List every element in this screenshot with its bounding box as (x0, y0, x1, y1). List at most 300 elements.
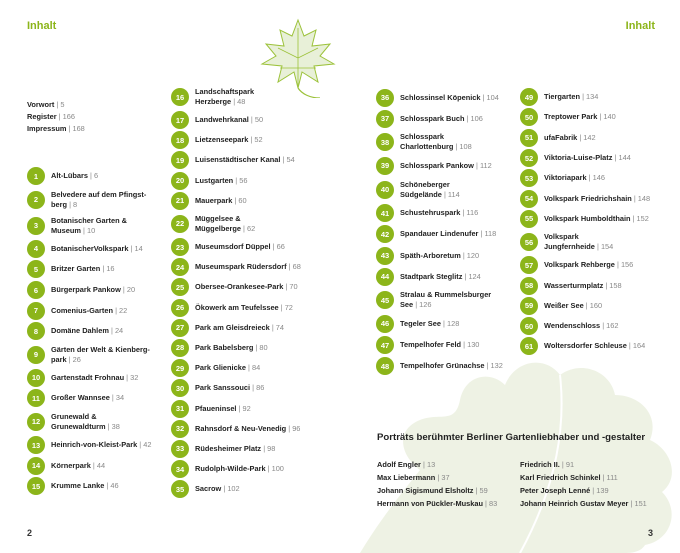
entry-number-badge: 51 (520, 129, 538, 147)
toc-entry[interactable] (520, 148, 650, 168)
toc-entry[interactable] (171, 358, 301, 378)
front-matter-list (27, 99, 85, 135)
portrait-entry[interactable] (520, 484, 647, 497)
toc-column-3 (376, 87, 503, 377)
portrait-entry[interactable] (377, 497, 497, 510)
entry-number-badge: 20 (171, 172, 189, 190)
entry-number-badge: 28 (171, 339, 189, 357)
entry-title: Müggelsee & (195, 213, 241, 223)
toc-entry[interactable] (171, 237, 301, 257)
toc-entry[interactable] (376, 266, 503, 287)
entry-text (195, 444, 275, 454)
toc-entry[interactable] (376, 87, 503, 108)
entry-number-badge: 5 (27, 260, 45, 278)
entry-text (544, 153, 631, 163)
page-ref: | 120 (460, 250, 480, 260)
entry-text (195, 424, 300, 434)
portrait-entry[interactable] (377, 458, 497, 471)
page-ref: | 54 (280, 155, 295, 165)
entry-text (400, 319, 459, 329)
entry-title: Späth-Arboretum (400, 250, 461, 260)
entry-title: Viktoria-Luise-Platz (544, 153, 613, 163)
toc-entry[interactable] (520, 275, 650, 295)
page-ref: | 26 (66, 354, 81, 364)
entry-title: Bürgerpark Pankow (51, 285, 121, 295)
entry-title: Spandauer Lindenufer (400, 229, 479, 239)
entry-text (544, 321, 619, 331)
toc-entry[interactable] (171, 298, 301, 318)
entry-title: Stralau & Rummelsburger (400, 290, 492, 300)
page-ref: | 98 (261, 443, 276, 453)
page-ref: | 104 (480, 92, 499, 102)
entry-text (544, 281, 622, 291)
entry-number-badge: 21 (171, 192, 189, 210)
entry-number-badge: 50 (520, 108, 538, 126)
page-ref: | 112 (473, 160, 492, 170)
entry-title: ufaFabrik (544, 132, 578, 142)
entry-text (51, 326, 123, 336)
toc-entry[interactable] (27, 259, 152, 280)
page-ref: | 83 (482, 499, 498, 508)
entry-text (544, 232, 613, 252)
entry-title: Alt-Lübars (51, 171, 88, 181)
entry-title: Rahnsdorf & Neu-Venedig (195, 423, 287, 433)
toc-entry[interactable] (27, 409, 152, 435)
toc-entry[interactable] (520, 168, 650, 188)
entry-text (195, 383, 264, 393)
page-ref: | 91 (559, 460, 575, 469)
entry-text (195, 262, 301, 272)
toc-column-1 (27, 166, 152, 497)
entry-number-badge: 30 (171, 379, 189, 397)
page-ref: | 44 (90, 460, 106, 470)
entry-title: Schlosspark Pankow (400, 160, 474, 170)
entry-text (400, 290, 491, 310)
toc-entry[interactable] (27, 342, 152, 368)
toc-entry[interactable] (171, 277, 301, 297)
page-ref: | 151 (628, 499, 647, 508)
entry-number-badge: 13 (27, 436, 45, 454)
entry-number-badge: 47 (376, 336, 394, 354)
entry-title: Wendenschloss (544, 321, 601, 331)
entry-text (544, 133, 596, 143)
page-ref: | 162 (600, 321, 619, 331)
entry-title: Schlossinsel Köpenick (400, 92, 481, 102)
entry-title: Woltersdorfer Schleuse (544, 341, 627, 351)
page-ref: | 16 (100, 264, 115, 274)
entry-title: Lietzenseepark (195, 135, 249, 145)
toc-entry[interactable] (376, 129, 503, 155)
entry-number-badge: 29 (171, 359, 189, 377)
page-ref: | 106 (464, 113, 483, 123)
entry-number-badge: 36 (376, 89, 394, 107)
entry-number-badge: 53 (520, 169, 538, 187)
toc-entry[interactable] (171, 171, 301, 191)
entry-text (400, 208, 478, 218)
portrait-entry[interactable] (520, 471, 647, 484)
entry-text (51, 244, 143, 254)
entry-title: See (400, 300, 414, 310)
page-ref: | 160 (583, 300, 603, 310)
portrait-name: Karl Friedrich Schinkel (520, 473, 601, 482)
portrait-entry[interactable] (377, 471, 497, 484)
page-ref: | 13 (420, 460, 436, 469)
page-ref: | 126 (413, 300, 432, 310)
entry-text (51, 373, 138, 383)
entry-text (195, 303, 293, 313)
toc-entry[interactable] (171, 84, 301, 110)
page-ref: | 156 (614, 260, 634, 270)
page-title: Inhalt (625, 20, 655, 32)
entry-number-badge: 52 (520, 149, 538, 167)
entry-number-badge: 45 (376, 291, 394, 309)
entry-text (195, 242, 285, 252)
portrait-entry[interactable] (520, 497, 647, 510)
page-ref: | 168 (66, 124, 85, 133)
page-ref: | 146 (586, 173, 605, 183)
toc-entry[interactable] (171, 110, 301, 130)
entry-title: Tempelhofer Grünachse (400, 361, 485, 371)
page-title: Inhalt (27, 20, 57, 32)
entry-number-badge: 34 (171, 460, 189, 478)
entry-number-badge: 58 (520, 277, 538, 295)
toc-entry[interactable] (520, 316, 650, 336)
toc-entry[interactable] (520, 336, 650, 356)
entry-number-badge: 54 (520, 190, 538, 208)
page-ref: | 34 (109, 393, 125, 403)
entry-title: Schustehruspark (400, 208, 461, 218)
page-ref: | 24 (108, 326, 124, 336)
toc-entry[interactable] (27, 455, 152, 476)
page-ref: | 62 (241, 223, 256, 233)
page-ref: | 8 (67, 199, 78, 209)
entry-number-badge: 19 (171, 151, 189, 169)
entry-text (400, 229, 496, 239)
toc-entry[interactable] (520, 296, 650, 316)
toc-entry[interactable] (27, 476, 152, 497)
portraits-list-right (520, 458, 647, 510)
entry-title: Tegeler See (400, 318, 441, 328)
portrait-name: Max Liebermann (377, 473, 436, 482)
entry-text (400, 132, 472, 152)
toc-entry[interactable] (376, 335, 503, 356)
page-ref: | 74 (269, 322, 285, 332)
entry-title: Domäne Dahlem (51, 326, 109, 336)
entry-number-badge: 31 (171, 400, 189, 418)
entry-text (400, 180, 460, 200)
entry-number-badge: 57 (520, 256, 538, 274)
toc-entry[interactable] (376, 155, 503, 176)
entry-text (544, 260, 633, 270)
entry-title: BotanischerVolkspark (51, 243, 129, 253)
page-ref: | 66 (270, 242, 285, 252)
entry-title: berg (51, 199, 68, 209)
entry-text (544, 112, 616, 122)
page-ref: | 158 (603, 280, 622, 290)
toc-entry[interactable] (520, 229, 650, 255)
page-ref: | 164 (626, 341, 646, 351)
entry-title: Jungfernheide (544, 242, 595, 252)
page-ref: | 5 (54, 100, 65, 109)
toc-entry[interactable] (27, 321, 152, 342)
page-ref: | 80 (253, 342, 268, 352)
entry-number-badge: 16 (171, 88, 189, 106)
entry-number-badge: 37 (376, 110, 394, 128)
toc-entry[interactable] (27, 435, 152, 456)
toc-entry[interactable] (171, 479, 301, 499)
entry-text (400, 272, 481, 282)
entry-text (195, 87, 254, 107)
page-ref: | 20 (120, 285, 136, 295)
page-ref: | 48 (231, 97, 246, 106)
front-matter-item[interactable] (27, 111, 85, 123)
toc-entry[interactable] (27, 388, 152, 409)
toc-entry[interactable] (376, 356, 503, 377)
page-ref: | 142 (577, 132, 596, 142)
entry-text (400, 114, 483, 124)
toc-column-2 (171, 84, 301, 499)
entry-text (51, 285, 135, 295)
toc-entry[interactable] (27, 368, 152, 389)
front-matter-item[interactable] (27, 123, 85, 135)
entry-text (51, 412, 120, 432)
entry-number-badge: 24 (171, 258, 189, 276)
entry-number-badge: 59 (520, 297, 538, 315)
entry-text (51, 171, 98, 181)
entry-title: Sacrow (195, 484, 222, 494)
entry-text (544, 301, 602, 311)
entry-title: Comenius-Garten (51, 305, 114, 315)
toc-entry[interactable] (376, 287, 503, 313)
entry-title: Gärten der Welt & Kienberg- (51, 344, 150, 354)
entry-number-badge: 40 (376, 181, 394, 199)
page-ref: | 38 (105, 421, 120, 431)
toc-entry[interactable] (376, 313, 503, 334)
toc-entry[interactable] (27, 300, 152, 321)
toc-entry[interactable] (171, 191, 301, 211)
toc-entry[interactable] (376, 108, 503, 129)
page-ref: | 114 (441, 189, 460, 199)
entry-text (51, 461, 105, 471)
entry-number-badge: 27 (171, 319, 189, 337)
page-ref: | 32 (124, 372, 139, 382)
toc-entry[interactable] (520, 128, 650, 148)
toc-entry[interactable] (376, 245, 503, 266)
page-ref: | 130 (461, 340, 480, 350)
toc-entry[interactable] (171, 459, 301, 479)
page-ref: | 134 (580, 92, 599, 102)
toc-entry[interactable] (171, 318, 301, 338)
page-ref: | 84 (245, 363, 261, 373)
portrait-name: Adolf Engler (377, 460, 421, 469)
page-ref: | 59 (473, 486, 488, 495)
toc-entry[interactable] (171, 419, 301, 439)
entry-number-badge: 43 (376, 247, 394, 265)
entry-text (51, 264, 115, 274)
entry-title: Müggelberge (195, 223, 241, 233)
entry-text (195, 155, 295, 165)
entry-number-badge: 44 (376, 268, 394, 286)
toc-entry[interactable] (171, 378, 301, 398)
entry-title: Schöneberger (400, 179, 450, 189)
toc-entry[interactable] (376, 177, 503, 203)
entry-number-badge: 41 (376, 204, 394, 222)
page-ref: | 22 (113, 305, 128, 315)
entry-number-badge: 3 (27, 217, 45, 235)
toc-entry[interactable] (171, 150, 301, 170)
page-ref: | 10 (80, 225, 96, 235)
page-ref: | 70 (283, 282, 298, 292)
entry-number-badge: 26 (171, 299, 189, 317)
page-ref: | 52 (248, 135, 263, 145)
entry-text (195, 282, 298, 292)
entry-title: Rudolph-Wilde-Park (195, 464, 266, 474)
front-matter-title: Impressum (27, 124, 67, 133)
front-matter-item[interactable] (27, 99, 85, 111)
page-ref: | 111 (600, 473, 618, 482)
entry-title: Volkspark Friedrichshain (544, 193, 632, 203)
entry-number-badge: 10 (27, 369, 45, 387)
toc-entry[interactable] (520, 87, 650, 107)
page-ref: | 132 (484, 361, 503, 371)
entry-title: Grunewald & (51, 411, 97, 421)
entry-text (195, 196, 247, 206)
entry-text (400, 93, 499, 103)
entry-number-badge: 17 (171, 111, 189, 129)
entry-text (195, 484, 240, 494)
entry-number-badge: 18 (171, 131, 189, 149)
entry-text (195, 404, 251, 414)
page-ref: | 86 (250, 383, 265, 393)
entry-text (51, 216, 127, 236)
toc-entry[interactable] (27, 187, 152, 213)
entry-title: Museumsdorf Düppel (195, 242, 271, 252)
entry-title: Luisenstädtischer Kanal (195, 155, 281, 165)
entry-number-badge: 60 (520, 317, 538, 335)
entry-number-badge: 2 (27, 191, 45, 209)
page-ref: | 6 (87, 171, 99, 181)
entry-number-badge: 6 (27, 281, 45, 299)
page-ref: | 92 (236, 403, 251, 413)
entry-number-badge: 1 (27, 167, 45, 185)
page-ref: | 148 (631, 193, 651, 203)
toc-entry[interactable] (376, 203, 503, 224)
entry-number-badge: 7 (27, 302, 45, 320)
portrait-name: Friedrich II. (520, 460, 560, 469)
page-ref: | 46 (104, 481, 119, 491)
entry-title: Park Babelsberg (195, 342, 254, 352)
entry-title: Pfaueninsel (195, 403, 237, 413)
entry-title: Ökowerk am Teufelssee (195, 302, 279, 312)
entry-number-badge: 39 (376, 157, 394, 175)
toc-entry[interactable] (27, 213, 152, 239)
front-matter-title: Register (27, 112, 57, 121)
entry-text (195, 363, 260, 373)
toc-entry[interactable] (171, 257, 301, 277)
page-ref: | 116 (460, 208, 479, 218)
page-ref: | 124 (462, 271, 481, 281)
entry-title: Tiergarten (544, 92, 581, 102)
entry-number-badge: 11 (27, 389, 45, 407)
entry-title: Rüdesheimer Platz (195, 443, 262, 453)
page-ref: | 118 (478, 229, 497, 239)
entry-text (51, 190, 146, 210)
entry-number-badge: 22 (171, 215, 189, 233)
toc-entry[interactable] (27, 166, 152, 187)
toc-entry[interactable] (27, 239, 152, 260)
page-number-right: 3 (648, 528, 654, 538)
entry-title: Heinrich-von-Kleist-Park (51, 440, 138, 450)
entry-title: Landschaftspark (195, 87, 255, 96)
entry-number-badge: 61 (520, 337, 538, 355)
entry-number-badge: 49 (520, 88, 538, 106)
toc-entry[interactable] (520, 188, 650, 208)
toc-entry[interactable] (171, 338, 301, 358)
page-ref: | 42 (137, 440, 152, 450)
entry-number-badge: 32 (171, 420, 189, 438)
entry-title: Museumspark Rüdersdorf (195, 262, 287, 272)
toc-entry[interactable] (520, 209, 650, 229)
entry-number-badge: 14 (27, 457, 45, 475)
entry-text (400, 340, 479, 350)
page-ref: | 140 (597, 112, 616, 122)
toc-entry[interactable] (520, 255, 650, 275)
entry-title: Schlosspark (400, 132, 444, 142)
portrait-name: Johann Heinrich Gustav Meyer (520, 499, 629, 508)
page-ref: | 154 (594, 242, 614, 252)
portrait-entry[interactable] (520, 458, 647, 471)
entry-title: Viktoriapark (544, 173, 587, 183)
entry-number-badge: 23 (171, 238, 189, 256)
entry-title: Treptower Park (544, 112, 598, 122)
page-ref: | 68 (286, 262, 301, 272)
entry-number-badge: 33 (171, 440, 189, 458)
toc-entry[interactable] (171, 439, 301, 459)
toc-entry[interactable] (376, 224, 503, 245)
page-ref: | 72 (278, 302, 293, 312)
page-ref: | 50 (248, 115, 264, 125)
entry-text (400, 161, 492, 171)
toc-entry[interactable] (171, 211, 301, 237)
toc-entry[interactable] (171, 130, 301, 150)
portraits-heading: Porträts berühmter Berliner Gartenliebhaber und -gestalter (377, 432, 646, 443)
entry-number-badge: 12 (27, 413, 45, 431)
toc-entry[interactable] (520, 107, 650, 127)
entry-title: Volkspark Humboldthain (544, 213, 631, 223)
entry-text (544, 194, 650, 204)
entry-title: Park Sanssouci (195, 383, 251, 393)
entry-text (544, 341, 645, 351)
page-ref: | 100 (265, 464, 284, 474)
portrait-entry[interactable] (377, 484, 497, 497)
entry-title: Wasserturmplatz (544, 280, 604, 290)
entry-number-badge: 35 (171, 480, 189, 498)
page-ref: | 96 (286, 423, 301, 433)
entry-title: Museum (51, 225, 81, 235)
entry-number-badge: 46 (376, 315, 394, 333)
toc-entry[interactable] (27, 280, 152, 301)
entry-number-badge: 56 (520, 233, 538, 251)
entry-text (544, 92, 598, 102)
entry-text (195, 115, 263, 125)
front-matter-title: Vorwort (27, 100, 55, 109)
page-ref: | 14 (128, 243, 143, 253)
entry-title: park (51, 354, 67, 364)
entry-title: Britzer Garten (51, 264, 101, 274)
entry-number-badge: 8 (27, 322, 45, 340)
entry-text (195, 135, 263, 145)
toc-entry[interactable] (171, 398, 301, 418)
